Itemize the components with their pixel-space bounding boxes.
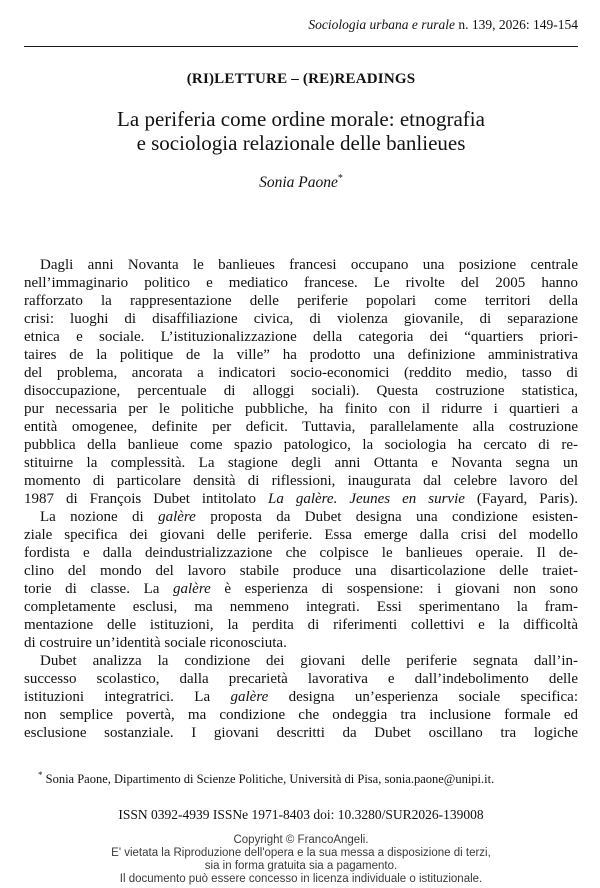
footnote	[24, 768, 578, 787]
body-line: non semplice povertà, ma condizione che ondeggia tra inclusione formale ed	[24, 707, 578, 724]
article-title	[24, 107, 578, 155]
body-line: La nozione di galère proposta da Dubet designa una condizione esisten-	[40, 509, 578, 526]
body-line: ziale specifica dei giovani delle periferie. Essa emerge dalla crisi del modello	[24, 527, 578, 544]
copyright-line-3: sia in forma gratuita sia a pagamento.	[204, 860, 398, 873]
body-line: Dagli anni Novanta le banlieues francesi occupano una posizione centrale	[40, 257, 578, 274]
body-line: nell’immaginario politico e mediatico francese. Le rivolte del 2005 hanno	[24, 275, 578, 292]
body-line: del problema, ancorata a indicatori socio-economici (reddito medio, tasso di	[24, 365, 578, 382]
author-footnote-mark: *	[337, 173, 343, 184]
body-line: mentazione delle istituzioni, la perdita di riferimenti collettivi e la difficoltà	[24, 617, 578, 634]
body-line: entità omogenee, definite per deficit. Tuttavia, parallelamente alla costruzione	[24, 419, 578, 436]
body-line: torie di classe. La galère è esperienza di sospensione: i giovani non sono	[24, 581, 578, 598]
body-line: taires de la politique de la ville” ha prodotto una definizione amministrativa	[24, 347, 578, 364]
body-line: disoccupazione, percentuale di alloggi sociali). Questa costruzione statistica,	[24, 383, 578, 400]
body-line: esclusione sostanziale. I giovani descritti da Dubet oscillano tra logiche	[24, 725, 578, 742]
title-line-1: La periferia come ordine morale: etnografia	[117, 107, 485, 131]
body-line: clino del mondo del lavoro stabile produce una disarticolazione delle traiet-	[24, 563, 578, 580]
body-line: rafforzato la rappresentazione delle periferie popolari come territori della	[24, 293, 578, 310]
page-header	[24, 17, 578, 33]
body-line: pubblica della banlieue come spazio patologico, la sociologia ha cercato di re-	[24, 437, 578, 454]
body-line: momento di particolare densità di riflessioni, inaugurata dal celebre lavoro del	[24, 473, 578, 490]
header-rule	[24, 46, 578, 47]
body-line: crisi: luoghi di disaffiliazione civica, di violenza giovanile, di separazione	[24, 311, 578, 328]
body-line: istituzioni integratrici. La galère designa un’esperienza sociale specifica:	[24, 689, 579, 706]
body-line: Dubet analizza la condizione dei giovani delle periferie segnata dall’in-	[40, 653, 578, 670]
section-heading: (RI)LETTURE – (RE)READINGS	[186, 71, 416, 87]
body-line: 1987 di François Dubet intitolato La galère. Jeunes en survie (Fayard, Paris).	[24, 491, 578, 508]
title-line-2: e sociologia relazionale delle banlieues	[136, 131, 466, 155]
footnote-text: Sonia Paone, Dipartimento di Scienze Politiche, Università di Pisa, sonia.paone@unipi.it.	[42, 772, 495, 787]
body-line: stituirne la complessità. La stagione degli anni Ottanta e Novanta segna un	[24, 455, 578, 472]
copyright-line-4: Il documento può essere concesso in licenza individuale o istituzionale.	[119, 873, 483, 886]
copyright-line-1: Copyright © FrancoAngeli.	[233, 834, 369, 847]
copyright-block	[24, 834, 578, 886]
body-line: fordista e dalla deindustrializzazione che colpisce le banlieues operaie. Il de-	[24, 545, 578, 562]
body-text	[24, 256, 578, 742]
author-name: Sonia Paone	[259, 174, 338, 192]
body-line: di costruire un’identità sociale riconosciuta.	[24, 635, 287, 652]
body-line: completamente esclusi, ma nemmeno integrati. Essi sperimentano la fram-	[24, 599, 578, 616]
footnote-mark: *	[38, 770, 43, 781]
body-line: pur necessaria per le politiche pubbliche, ha finito con il ridurre i quartieri a	[24, 401, 578, 418]
copyright-line-2: E' vietata la Riproduzione dell'opera e la sua messa a disposizione di terzi,	[111, 847, 491, 860]
issue-info: n. 139, 2026: 149-154	[455, 17, 578, 32]
body-line: successo scolastico, dalla precarietà lavorativa e dall’indebolimento delle	[24, 671, 578, 688]
body-line: etnica e sociale. L’istituzionalizzazione della categoria dei “quartiers priori-	[24, 329, 578, 346]
issn-line: ISSN 0392-4939 ISSNe 1971-8403 doi: 10.3280/SUR2026-139008	[118, 807, 484, 823]
author-line	[24, 170, 578, 192]
journal-name: Sociologia urbana e rurale	[308, 17, 455, 32]
